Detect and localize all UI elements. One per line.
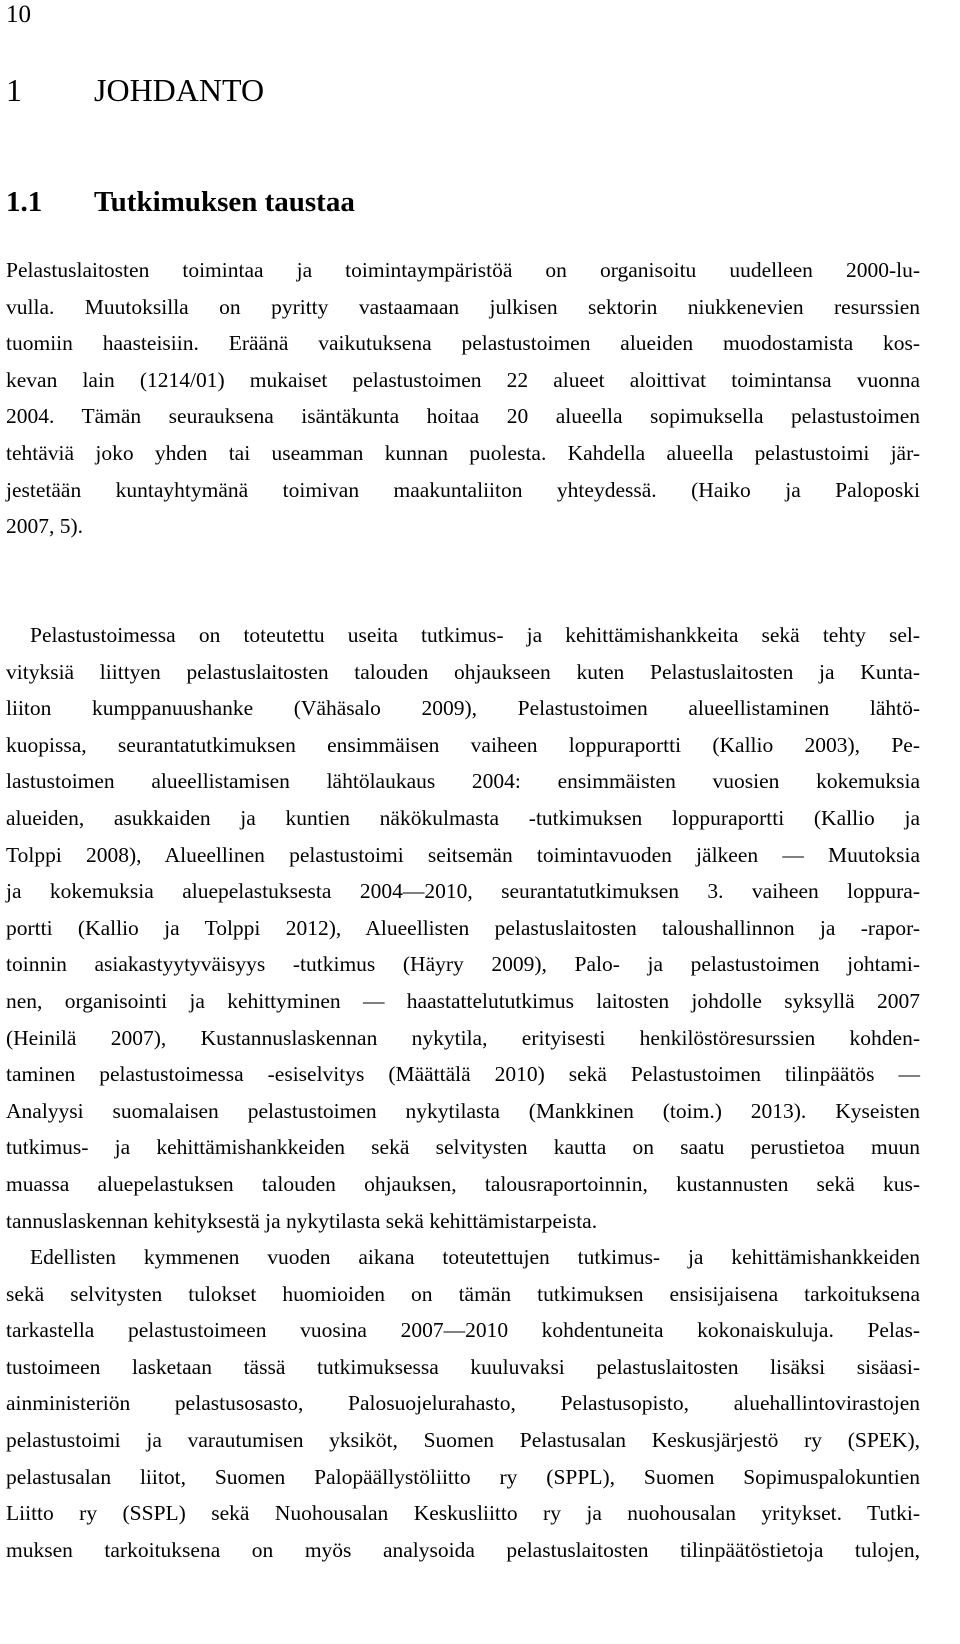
text-line: 2007, 5). xyxy=(6,514,84,539)
text-line: tarkastella pelastustoimeen vuosina 2007—2010 kohdentuneita kokonaiskuluja. Pelas- xyxy=(6,1318,920,1343)
paragraph-3 xyxy=(6,1239,920,1568)
text-line: ja kokemuksia aluepelastuksesta 2004—2010, seurantatutkimuksen 3. vaiheen loppura- xyxy=(6,879,920,904)
text-line: Liitto ry (SSPL) sekä Nuohousalan Keskusliitto ry ja nuohousalan yritykset. Tutki- xyxy=(6,1501,920,1526)
paragraph-2 xyxy=(6,617,920,1239)
text-line: muksen tarkoituksena on myös analysoida pelastuslaitosten tilinpäätöstietoja tulojen, xyxy=(6,1537,920,1562)
text-line: liiton kumppanuushanke (Vähäsalo 2009), Pelastustoimen alueellistaminen lähtö- xyxy=(6,696,920,721)
text-line: vityksiä liittyen pelastuslaitosten talouden ohjaukseen kuten Pelastuslaitosten ja Kunta- xyxy=(6,659,920,684)
text-line: kevan lain (1214/01) mukaiset pelastustoimen 22 alueet aloittivat toimintansa vuonna xyxy=(6,367,920,392)
paragraph-1 xyxy=(6,252,920,545)
text-line: pelastustoimi ja varautumisen yksiköt, Suomen Pelastusalan Keskusjärjestö ry (SPEK), xyxy=(6,1427,920,1452)
text-line: toinnin asiakastyytyväisyys -tutkimus (Häyry 2009), Palo- ja pelastustoimen johtami- xyxy=(6,952,920,977)
text-line: kuopissa, seurantatutkimuksen ensimmäisen vaiheen loppuraportti (Kallio 2003), Pe- xyxy=(6,732,920,757)
text-line: jestetään kuntayhtymänä toimivan maakuntaliiton yhteydessä. (Haiko ja Paloposki xyxy=(6,477,920,502)
chapter-number: 1 xyxy=(6,72,22,108)
text-line: tehtäviä joko yhden tai useamman kunnan puolesta. Kahdella alueella pelastustoimi jär- xyxy=(6,440,920,465)
text-line: tannuslaskennan kehityksestä ja nykytilasta sekä kehittämistarpeista. xyxy=(6,1208,598,1233)
text-line: Pelastustoimessa on toteutettu useita tutkimus- ja kehittämishankkeita sekä tehty sel- xyxy=(30,623,920,647)
text-line: tustoimeen lasketaan tässä tutkimuksessa kuuluvaksi pelastuslaitosten lisäksi sisäasi- xyxy=(6,1354,920,1379)
text-line: muassa aluepelastuksen talouden ohjauksen, talousraportoinnin, kustannusten sekä kus- xyxy=(6,1171,920,1196)
text-line: vulla. Muutoksilla on pyritty vastaamaan julkisen sektorin niukkenevien resurssien xyxy=(6,294,920,319)
chapter-title: JOHDANTO xyxy=(94,72,265,108)
text-line: alueiden, asukkaiden ja kuntien näkökulmasta -tutkimuksen loppuraportti (Kallio ja xyxy=(6,805,920,830)
text-line: 2004. Tämän seurauksena isäntäkunta hoitaa 20 alueella sopimuksella pelastustoimen xyxy=(6,404,920,429)
page-number: 10 xyxy=(6,1,31,28)
text-line: (Heinilä 2007), Kustannuslaskennan nykytila, erityisesti henkilöstöresurssien kohden- xyxy=(6,1025,920,1050)
text-line: sekä selvitysten tulokset huomioiden on tämän tutkimuksen ensisijaisena tarkoituksena xyxy=(6,1281,920,1306)
text-line: pelastusalan liitot, Suomen Palopäällystöliitto ry (SPPL), Suomen Sopimuspalokuntien xyxy=(6,1464,920,1489)
chapter-heading xyxy=(6,70,264,110)
text-line: nen, organisointi ja kehittyminen — haastattelututkimus laitosten johdolle syksyllä 2007 xyxy=(6,988,920,1013)
section-title: Tutkimuksen taustaa xyxy=(94,186,355,218)
text-line: ainministeriön pelastusosasto, Palosuojelurahasto, Pelastusopisto, aluehallintovirastojen xyxy=(6,1391,920,1416)
text-line: Analyysi suomalaisen pelastustoimen nykytilasta (Mankkinen (toim.) 2013). Kyseisten xyxy=(6,1098,920,1123)
section-heading xyxy=(6,184,355,220)
text-line: tuomiin haasteisiin. Eräänä vaikutuksena pelastustoimen alueiden muodostamista kos- xyxy=(6,331,920,356)
text-line: portti (Kallio ja Tolppi 2012), Alueellisten pelastuslaitosten taloushallinnon ja -rapor- xyxy=(6,915,920,940)
section-number: 1.1 xyxy=(6,186,43,218)
text-line: Tolppi 2008), Alueellinen pelastustoimi seitsemän toimintavuoden jälkeen — Muutoksia xyxy=(6,842,920,867)
text-line: Pelastuslaitosten toimintaa ja toimintaympäristöä on organisoitu uudelleen 2000-lu- xyxy=(6,258,920,282)
text-line: Edellisten kymmenen vuoden aikana toteutettujen tutkimus- ja kehittämishankkeiden xyxy=(30,1245,920,1269)
text-line: tutkimus- ja kehittämishankkeiden sekä selvitysten kautta on saatu perustietoa muun xyxy=(6,1135,920,1160)
text-line: taminen pelastustoimessa -esiselvitys (Määttälä 2010) sekä Pelastustoimen tilinpäätös — xyxy=(6,1062,920,1087)
text-line: lastustoimen alueellistamisen lähtölaukaus 2004: ensimmäisten vuosien kokemuksia xyxy=(6,769,920,794)
